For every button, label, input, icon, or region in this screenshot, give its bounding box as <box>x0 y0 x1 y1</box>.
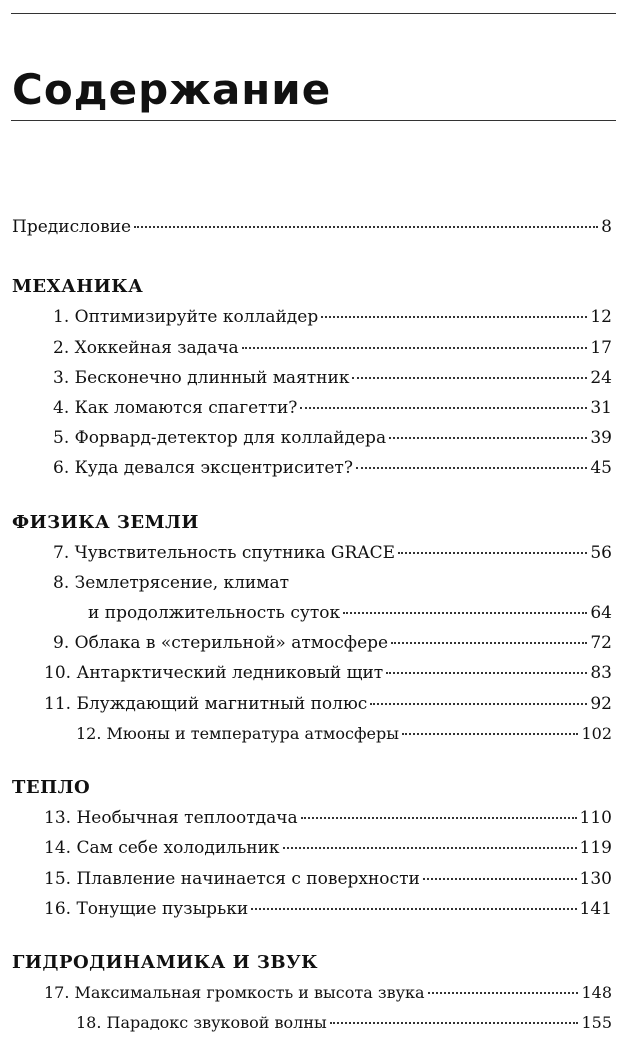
toc-entry-page: 92 <box>590 693 612 714</box>
toc-entry-title: Плавление начинается с поверхности <box>76 868 420 889</box>
toc-entry-number: 6. <box>53 458 70 479</box>
dot-leader <box>352 377 587 379</box>
dot-leader <box>370 703 587 705</box>
toc-entry-page: 72 <box>590 633 612 654</box>
toc-entry-title: Мюоны и температура атмосферы <box>106 723 399 743</box>
section-heading: ГИДРОДИНАМИКА И ЗВУК <box>12 951 319 973</box>
toc-entry-page: 64 <box>590 603 612 624</box>
toc-entry[interactable] <box>12 658 612 688</box>
toc-entry-title: Чувствительность спутника GRACE <box>74 542 396 563</box>
page-title: Содержание <box>12 65 332 115</box>
toc-entry[interactable] <box>12 423 612 453</box>
dot-leader <box>242 347 588 349</box>
title-underline-rule <box>11 120 616 121</box>
toc-entry-title: Сам себе холодильник <box>76 838 280 859</box>
toc-entry-page: 83 <box>590 663 612 684</box>
toc-entry[interactable] <box>12 568 612 598</box>
dot-leader <box>283 847 577 849</box>
toc-entry-title: Антарктический ледниковый щит <box>76 663 384 684</box>
toc-entry-number: 11. <box>44 693 72 714</box>
toc-entry-title: Облака в «стерильной» атмосфере <box>74 633 389 654</box>
toc-entry-page: 130 <box>579 868 612 889</box>
dot-leader <box>251 908 576 910</box>
toc-entry[interactable] <box>12 803 612 833</box>
top-rule <box>11 13 616 14</box>
toc-entry-number: 9. <box>53 633 70 654</box>
toc-entry[interactable] <box>12 453 612 483</box>
toc-entry[interactable] <box>12 833 612 863</box>
toc-entry-number: 10. <box>44 663 72 684</box>
dot-leader <box>134 226 598 228</box>
toc-entry-title: Куда девался эксцентриситет? <box>74 458 353 479</box>
toc-entry-page: 110 <box>579 808 612 829</box>
toc-entry-page: 45 <box>590 458 612 479</box>
toc-entry-page: 148 <box>581 983 612 1003</box>
dot-leader <box>330 1022 579 1024</box>
toc-entry-number: 4. <box>53 397 70 418</box>
toc-entry[interactable] <box>12 864 612 894</box>
toc-entry-page: 56 <box>590 542 612 563</box>
toc-entry[interactable] <box>12 393 612 423</box>
toc-entry-page: 39 <box>590 428 612 449</box>
toc-entry-title: Предисловие <box>12 217 132 237</box>
dot-leader <box>300 407 587 409</box>
dot-leader <box>389 437 587 439</box>
dot-leader <box>343 612 587 614</box>
toc-entry-page: 141 <box>579 898 612 919</box>
toc-entry-page: 12 <box>590 307 612 328</box>
toc-entry-number: 3. <box>53 367 70 388</box>
toc-entry-page: 31 <box>590 397 612 418</box>
dot-leader <box>391 642 587 644</box>
toc-entry-title: Бесконечно длинный маятник <box>74 367 350 388</box>
section-heading: ФИЗИКА ЗЕМЛИ <box>12 511 199 533</box>
dot-leader <box>428 992 579 994</box>
toc-entry-title: Хоккейная задача <box>74 337 239 358</box>
toc-entry-number: 2. <box>53 337 70 358</box>
toc-entry-page: 155 <box>581 1013 612 1033</box>
toc-entry-number: 1. <box>53 307 70 328</box>
toc-entry-page: 17 <box>590 337 612 358</box>
toc-entry-title-continued: и продолжительность суток <box>88 603 341 624</box>
section-heading: ТЕПЛО <box>12 777 91 798</box>
toc-entry-title: Тонущие пузырьки <box>76 898 249 919</box>
toc-entry-title: Блуждающий магнитный полюс <box>76 693 368 714</box>
dot-leader <box>423 878 577 880</box>
toc-entry-title: Парадокс звуковой волны <box>106 1013 327 1033</box>
toc-entry[interactable] <box>12 689 612 719</box>
toc-entry-title: Землетрясение, климат <box>74 572 290 593</box>
toc-entry-number: 13. <box>44 808 72 829</box>
toc-entry-number: 14. <box>44 838 72 859</box>
dot-leader <box>301 817 577 819</box>
toc-entry[interactable] <box>12 333 612 363</box>
toc-entry-title: Оптимизируйте коллайдер <box>74 307 319 328</box>
toc-entry-number: 8. <box>53 572 70 593</box>
toc-entry-title: Необычная теплоотдача <box>76 808 298 829</box>
toc-entry[interactable] <box>12 538 612 568</box>
dot-leader <box>356 467 587 469</box>
toc-entry-number: 17. <box>44 983 70 1003</box>
toc-entry-page: 102 <box>581 723 612 743</box>
table-of-contents <box>12 212 612 1039</box>
toc-entry-page: 8 <box>601 217 612 237</box>
toc-entry-number: 15. <box>44 868 72 889</box>
toc-entry[interactable] <box>12 302 612 332</box>
toc-entry-title: Форвард-детектор для коллайдера <box>74 428 387 449</box>
toc-entry-title: Как ломаются спагетти? <box>74 397 298 418</box>
toc-entry-preface[interactable] <box>12 212 612 242</box>
dot-leader <box>402 733 579 735</box>
toc-entry[interactable] <box>12 978 612 1008</box>
toc-entry-page: 24 <box>590 367 612 388</box>
toc-entry[interactable] <box>12 363 612 393</box>
dot-leader <box>398 552 587 554</box>
toc-entry-page: 119 <box>579 838 612 859</box>
toc-entry[interactable] <box>12 1008 612 1038</box>
toc-entry-number: 12. <box>76 723 102 743</box>
toc-entry-continuation[interactable] <box>12 598 612 628</box>
dot-leader <box>321 316 587 318</box>
toc-entry-number: 5. <box>53 428 70 449</box>
toc-entry[interactable] <box>12 894 612 924</box>
dot-leader <box>386 672 587 674</box>
toc-entry-title: Максимальная громкость и высота звука <box>74 983 425 1003</box>
toc-entry-number: 16. <box>44 898 72 919</box>
toc-entry-number: 7. <box>53 542 70 563</box>
toc-entry[interactable] <box>12 628 612 658</box>
section-heading: МЕХАНИКА <box>12 276 144 298</box>
toc-entry-number: 18. <box>76 1013 102 1033</box>
toc-entry[interactable] <box>12 719 612 749</box>
